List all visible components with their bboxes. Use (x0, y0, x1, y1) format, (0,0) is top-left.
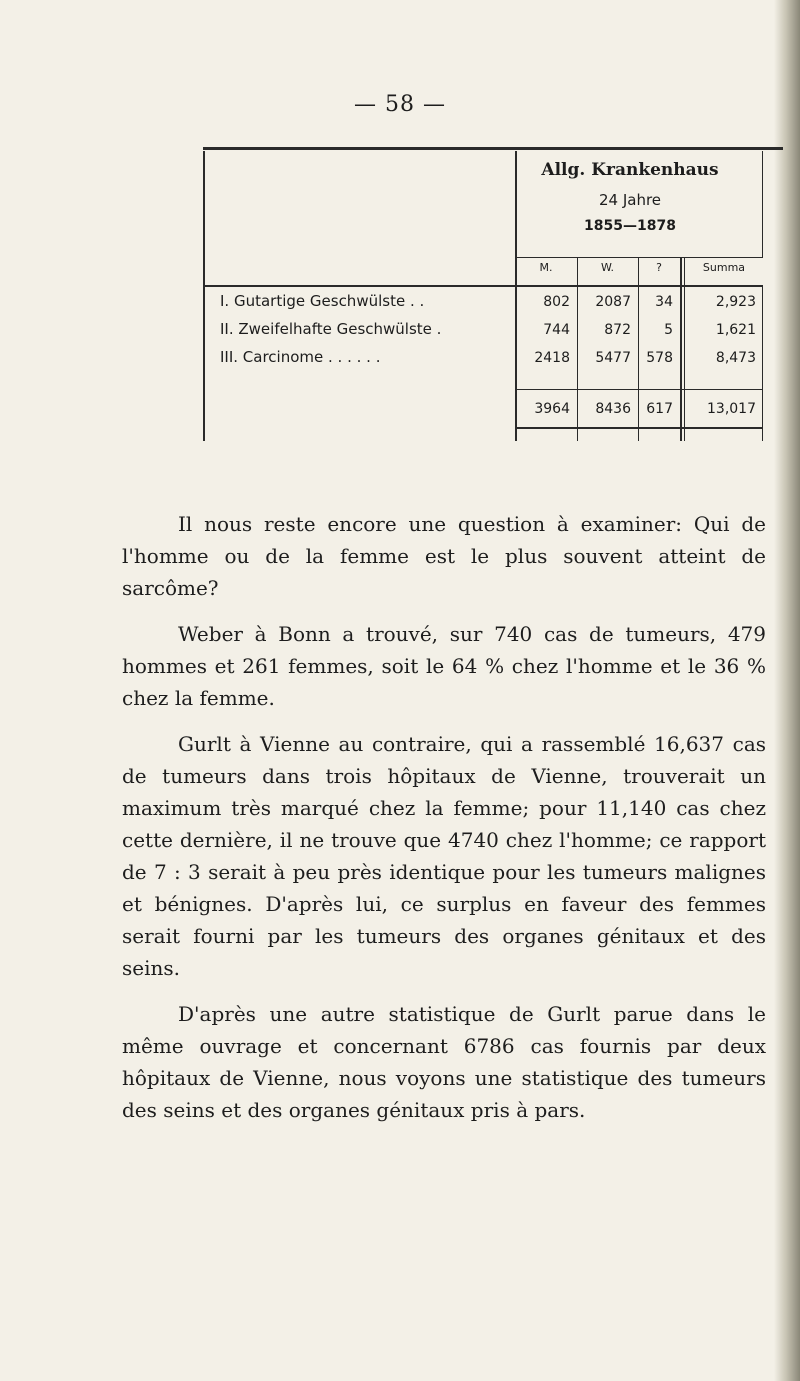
hospital-period: 1855—1878 (584, 218, 676, 234)
total-w: 8436 (595, 401, 631, 417)
row-label-zweifelhafte: II. Zweifelhafte Geschwülste . (220, 320, 442, 338)
col-header-w: W. (600, 261, 615, 274)
table-right-rule-top (762, 151, 763, 258)
table-bottom-rule (515, 427, 763, 429)
col-header-unknown: ? (656, 261, 662, 274)
cell-r3-summa: 8,473 (715, 350, 756, 366)
table-right-rule (762, 285, 763, 441)
paragraph: Il nous reste encore une question à examiner: Qui de l'homme ou de la femme est le plus souvent atteint de sarcôme? (122, 512, 766, 600)
paragraph: Weber à Bonn a trouvé, sur 740 cas de tumeurs, 479 hommes et 261 femmes, soit le 64 % chez l'homme et le 36 % chez la femme. (122, 622, 766, 710)
group-head-rule (515, 257, 763, 258)
page-edge-shadow (774, 0, 800, 1381)
table-top-rule (203, 147, 783, 150)
paragraph: Gurlt à Vienne au contraire, qui a rassemblé 16,637 cas de tumeurs dans trois hôpitaux de Vienne, trouverait un maximum très marqué chez la femme; pour 11,140 cas chez cette dernière, il ne trouve que 4740 chez l'homme; ce rapport de 7 : 3 serait à peu près identique pour les tumeurs malignes et bénignes. D'après lui, ce surplus en faveur des femmes serait fourni par les tumeurs des organes génitaux et des seins. (122, 732, 766, 980)
totals-rule (515, 389, 763, 390)
cell-r3-w: 5477 (595, 350, 631, 366)
total-m: 3964 (534, 401, 570, 417)
cell-r2-w: 872 (604, 322, 631, 338)
cell-r2-m: 744 (543, 322, 570, 338)
cell-r3-q: 578 (646, 350, 673, 366)
cell-r1-w: 2087 (595, 294, 631, 310)
cell-r1-q: 34 (655, 294, 673, 310)
hospital-years: 24 Jahre (598, 191, 662, 209)
cell-r2-q: 5 (664, 322, 673, 338)
cell-r2-summa: 1,621 (715, 322, 756, 338)
cell-r3-m: 2418 (534, 350, 570, 366)
row-label-carcinome: III. Carcinome . . . . . . (220, 348, 381, 366)
cell-r1-summa: 2,923 (715, 294, 756, 310)
header-bottom-rule (203, 285, 763, 287)
total-summa: 13,017 (707, 401, 756, 417)
body-text (122, 508, 766, 1126)
paragraph: D'après une autre statistique de Gurlt parue dans le même ouvrage et concernant 6786 cas fournis par deux hôpitaux de Vienne, nous voyons une statistique des tumeurs des seins et des organes génitaux pris à pars. (122, 1002, 766, 1122)
table-left-rule (203, 151, 205, 441)
hospital-name: Allg. Krankenhaus (541, 160, 719, 180)
cell-r1-m: 802 (543, 294, 570, 310)
page-number: — 58 — (354, 92, 446, 117)
statistics-table (203, 147, 763, 442)
total-q: 617 (646, 401, 673, 417)
col-header-summa: Summa (702, 261, 746, 274)
col-header-m: M. (539, 261, 553, 274)
row-label-gutartige: I. Gutartige Geschwülste . . (220, 292, 425, 310)
